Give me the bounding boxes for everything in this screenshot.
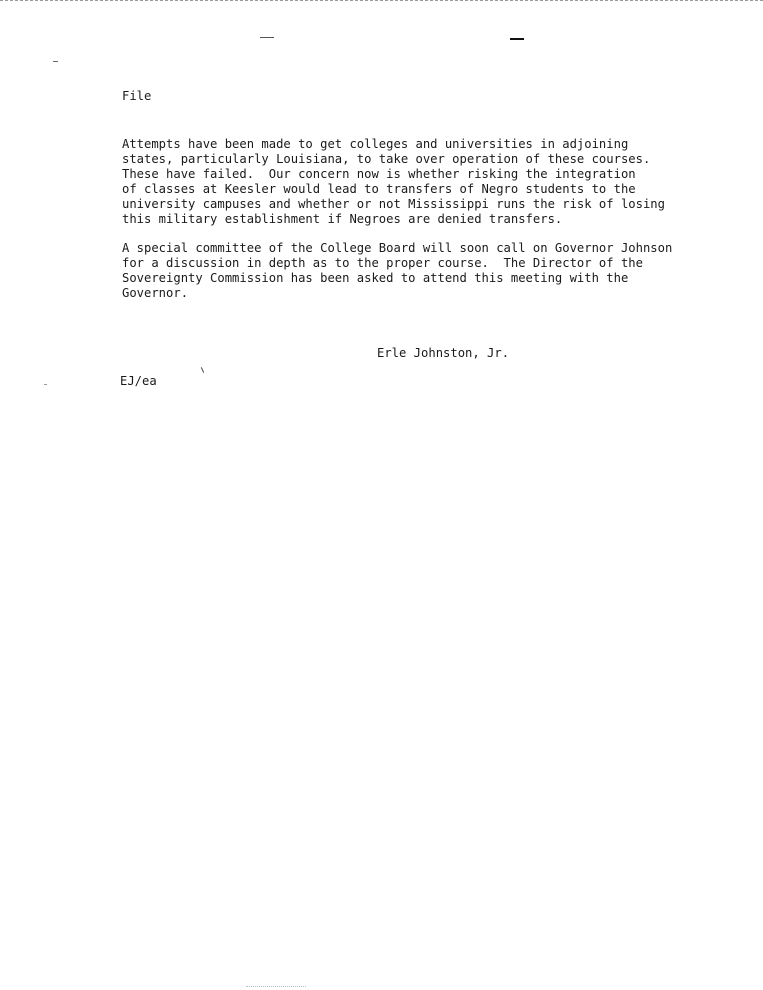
file-heading: File: [122, 89, 152, 103]
scan-mark: [510, 38, 524, 40]
scan-mark: [53, 61, 58, 62]
scan-mark: [44, 384, 47, 385]
signature-line: Erle Johnston, Jr.: [377, 346, 510, 360]
pen-tick-mark: [201, 367, 204, 373]
body-paragraph-1: Attempts have been made to get colleges and universities in adjoining states, particularly Louisiana, to take over operation of these courses. These have failed. Our concern now is whether risking the integration of classes at Keesler would lead to transfers of Negro students to the university campuses and whether or not Mississippi runs the risk of losing this military establishment if Negroes are denied transfers.: [122, 137, 665, 226]
typist-initials: EJ/ea: [120, 374, 157, 388]
scan-mark: [260, 37, 274, 38]
page-top-border: [0, 0, 763, 2]
scan-bottom-dots: [246, 986, 306, 988]
body-paragraph-2: A special committee of the College Board will soon call on Governor Johnson for a discussion in depth as to the proper course. The Director of the Sovereignty Commission has been asked to attend this meeting with the Governor.: [122, 241, 673, 300]
